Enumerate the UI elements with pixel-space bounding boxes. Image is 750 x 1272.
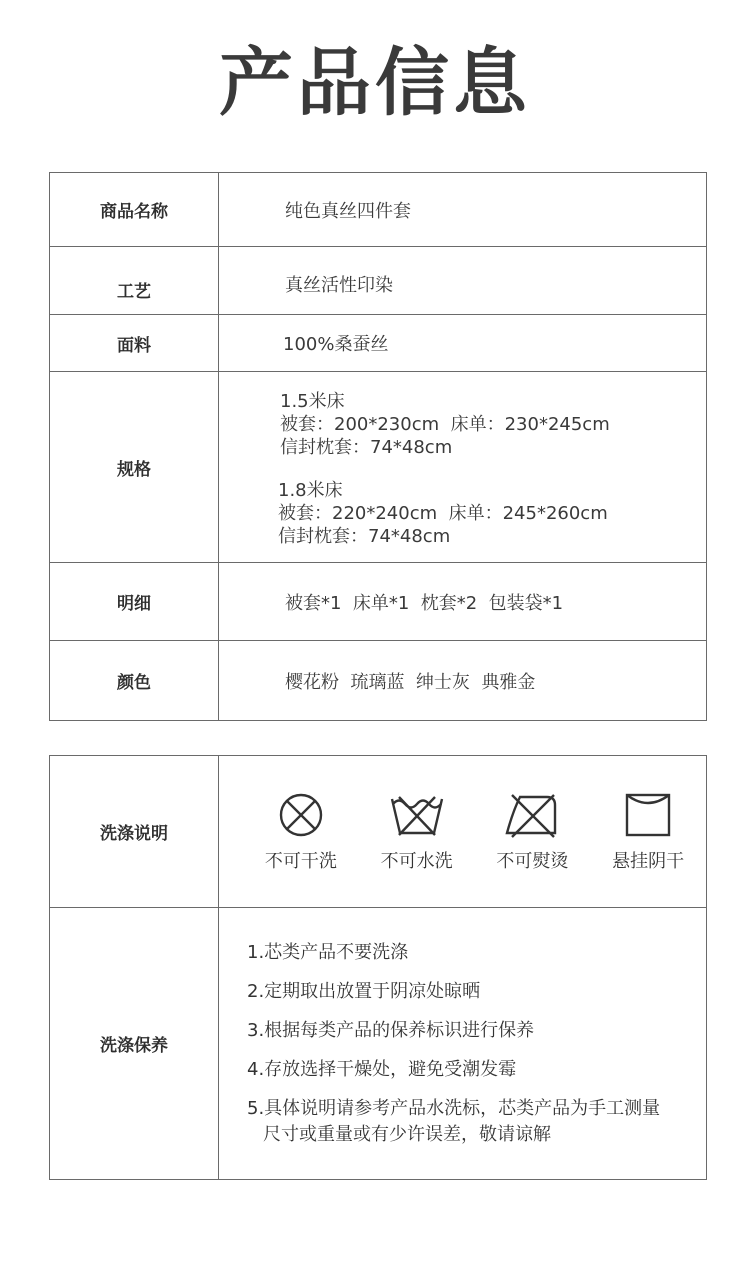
label-fabric: 面料 (50, 315, 219, 372)
list-item: 4.存放选择干燥处，避免受潮发霉 (247, 1058, 517, 1080)
care-item-line-dry-shade (590, 791, 706, 873)
label-product-name: 商品名称 (50, 173, 219, 247)
maintenance-list (219, 940, 706, 1148)
list-item-line: 尺寸或重量或有少许误差，敬请谅解 (263, 1123, 551, 1145)
icon-label: 不可干洗 (264, 850, 337, 872)
list-item-line: 5.具体说明请参考产品水洗标，芯类产品为手工测量 (247, 1097, 661, 1119)
spec-title: 1.5米床 (280, 391, 345, 412)
row-product-name (50, 173, 707, 247)
row-fabric (50, 315, 707, 372)
no-wash-icon (387, 791, 447, 839)
row-colors (50, 641, 707, 721)
label-wash-instructions: 洗涤说明 (50, 756, 219, 908)
value-craft: 真丝活性印染 (285, 275, 393, 296)
icon-label: 不可水洗 (380, 850, 453, 872)
spec-line: 信封枕套：74*48cm (278, 526, 451, 547)
row-spec (50, 372, 707, 563)
care-item-no-wash (359, 791, 475, 873)
spec-block-1-5m (219, 390, 706, 459)
value-fabric: 100%桑蚕丝 (283, 334, 389, 355)
spec-block-1-8m (219, 479, 706, 548)
line-dry-shade-icon (623, 791, 673, 839)
care-item-no-iron (475, 791, 591, 873)
list-item: 3.根据每类产品的保养标识进行保养 (247, 1019, 535, 1041)
icon-label: 悬挂阴干 (612, 850, 685, 872)
row-wash-instructions (50, 756, 707, 908)
value-product-name: 纯色真丝四件套 (285, 200, 411, 222)
spec-line: 被套：220*240cm 床单：245*260cm (278, 503, 608, 524)
no-dry-clean-icon (276, 791, 326, 839)
label-spec: 规格 (50, 372, 219, 563)
care-table (49, 755, 707, 1180)
label-craft: 工艺 (50, 247, 219, 315)
spec-line: 被套：200*230cm 床单：230*245cm (280, 414, 610, 435)
value-detail: 被套*1 床单*1 枕套*2 包装袋*1 (285, 592, 564, 614)
page-title: 产品信息 (219, 40, 531, 126)
care-icons (219, 791, 706, 873)
spec-title: 1.8米床 (278, 480, 343, 501)
label-detail: 明细 (50, 563, 219, 641)
label-maintenance: 洗涤保养 (50, 908, 219, 1180)
row-maintenance (50, 908, 707, 1180)
list-item: 2.定期取出放置于阴凉处晾晒 (247, 980, 481, 1002)
no-iron-icon (502, 791, 562, 839)
list-item (247, 1096, 706, 1148)
row-craft (50, 247, 707, 315)
list-item: 1.芯类产品不要洗涤 (247, 941, 409, 963)
label-colors: 颜色 (50, 641, 219, 721)
product-info-table (49, 172, 707, 721)
value-colors: 樱花粉 琉璃蓝 绅士灰 典雅金 (285, 671, 536, 693)
care-item-no-dry-clean (243, 791, 359, 873)
icon-label: 不可熨烫 (496, 850, 569, 872)
spec-line: 信封枕套：74*48cm (280, 437, 453, 458)
row-detail (50, 563, 707, 641)
